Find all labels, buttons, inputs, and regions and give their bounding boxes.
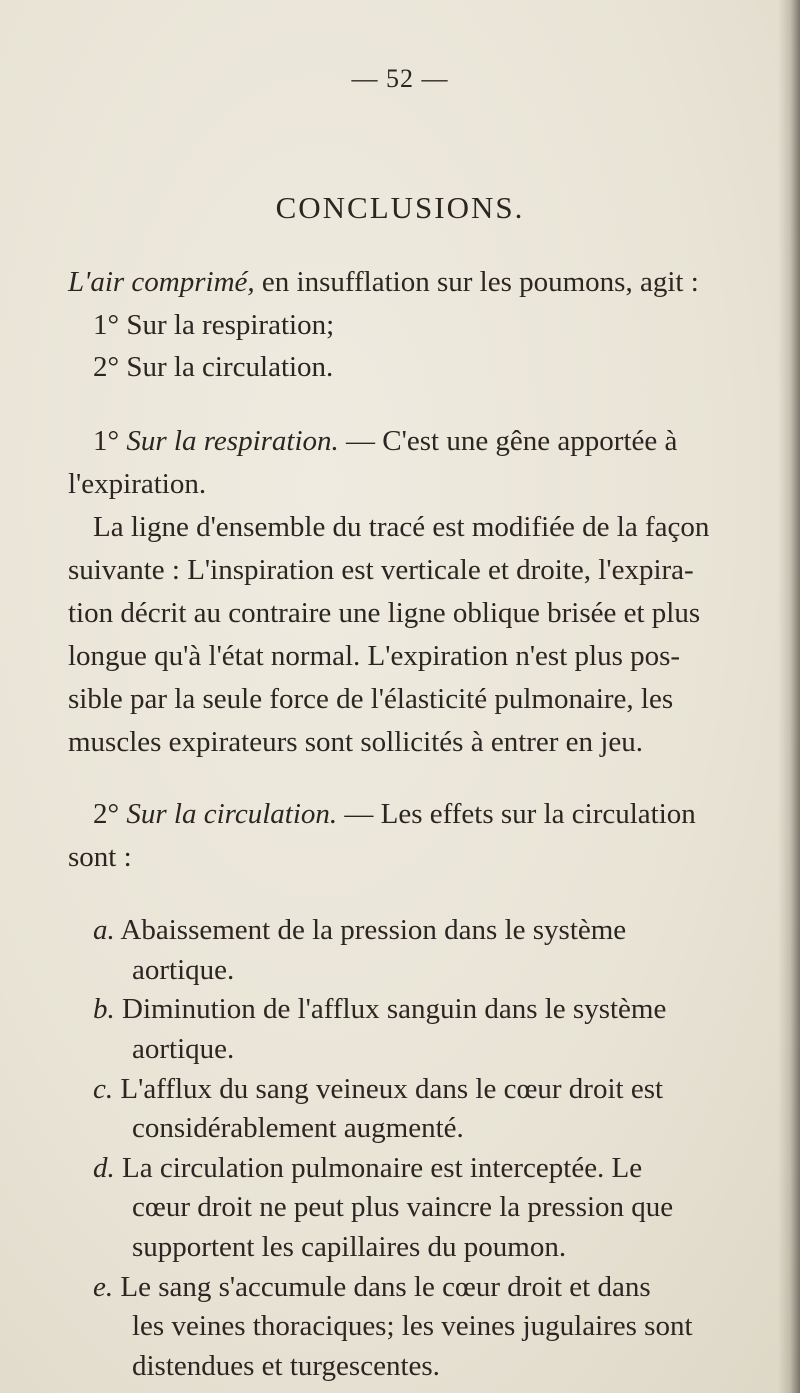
- circulation-first-line: [93, 800, 696, 829]
- respiration-line: longue qu'à l'état normal. L'expiration n'est plus pos-: [68, 640, 681, 672]
- effect-text: Le sang s'accumule dans le cœur droit et dans: [120, 1271, 651, 1303]
- effect-letter: d.: [93, 1152, 115, 1184]
- effect-letter: e.: [93, 1271, 114, 1303]
- effect-continuation: considérablement augmenté.: [132, 1112, 464, 1144]
- intro-item: 1° Sur la respiration;: [93, 309, 335, 341]
- circulation-first-rest: — Les effets sur la circulation: [337, 798, 696, 830]
- effect-item: [93, 1075, 663, 1104]
- respiration-line: sible par la seule force de l'élasticité pulmonaire, les: [68, 683, 674, 715]
- intro-italic: L'air comprimé,: [68, 266, 255, 298]
- circulation-italic: Sur la circulation.: [126, 798, 338, 830]
- respiration-marker: 1°: [93, 425, 120, 457]
- effect-continuation: cœur droit ne peut plus vaincre la pression que: [132, 1191, 674, 1223]
- effect-letter: a.: [93, 914, 115, 946]
- respiration-line: La ligne d'ensemble du tracé est modifiée de la façon: [93, 511, 710, 543]
- effect-text: L'afflux du sang veineux dans le cœur droit est: [120, 1073, 664, 1105]
- effect-continuation: supportent les capillaires du poumon.: [132, 1231, 567, 1263]
- effect-continuation: les veines thoraciques; les veines jugulaires sont: [132, 1310, 693, 1342]
- section-heading: CONCLUSIONS.: [275, 190, 525, 225]
- intro-line: [68, 268, 699, 297]
- respiration-line: l'expiration.: [68, 468, 207, 500]
- effect-text: Diminution de l'afflux sanguin dans le système: [122, 993, 667, 1025]
- effect-item: [93, 1273, 651, 1302]
- respiration-line: tion décrit au contraire une ligne oblique brisée et plus: [68, 597, 701, 629]
- effect-continuation: aortique.: [132, 954, 235, 986]
- intro-rest: en insufflation sur les poumons, agit :: [254, 266, 699, 298]
- respiration-line: suivante : L'inspiration est verticale et droite, l'expira-: [68, 554, 694, 586]
- effect-item: [93, 916, 626, 945]
- respiration-first-rest: — C'est une gêne apportée à: [338, 425, 678, 457]
- effect-letter: c.: [93, 1073, 114, 1105]
- effect-continuation: aortique.: [132, 1033, 235, 1065]
- effect-letter: b.: [93, 993, 115, 1025]
- respiration-first-line: [93, 427, 677, 456]
- effect-text: Abaissement de la pression dans le système: [120, 914, 627, 946]
- circulation-line: sont :: [68, 841, 132, 873]
- respiration-italic: Sur la respiration.: [126, 425, 339, 457]
- circulation-marker: 2°: [93, 798, 120, 830]
- effect-text: La circulation pulmonaire est interceptée. Le: [122, 1152, 643, 1184]
- effect-item: [93, 995, 666, 1024]
- effect-item: [93, 1154, 642, 1183]
- effect-continuation: distendues et turgescentes.: [132, 1350, 440, 1382]
- page-number: — 52 —: [351, 64, 449, 93]
- intro-item: 2° Sur la circulation.: [93, 351, 334, 383]
- respiration-line: muscles expirateurs sont sollicités à entrer en jeu.: [68, 726, 643, 758]
